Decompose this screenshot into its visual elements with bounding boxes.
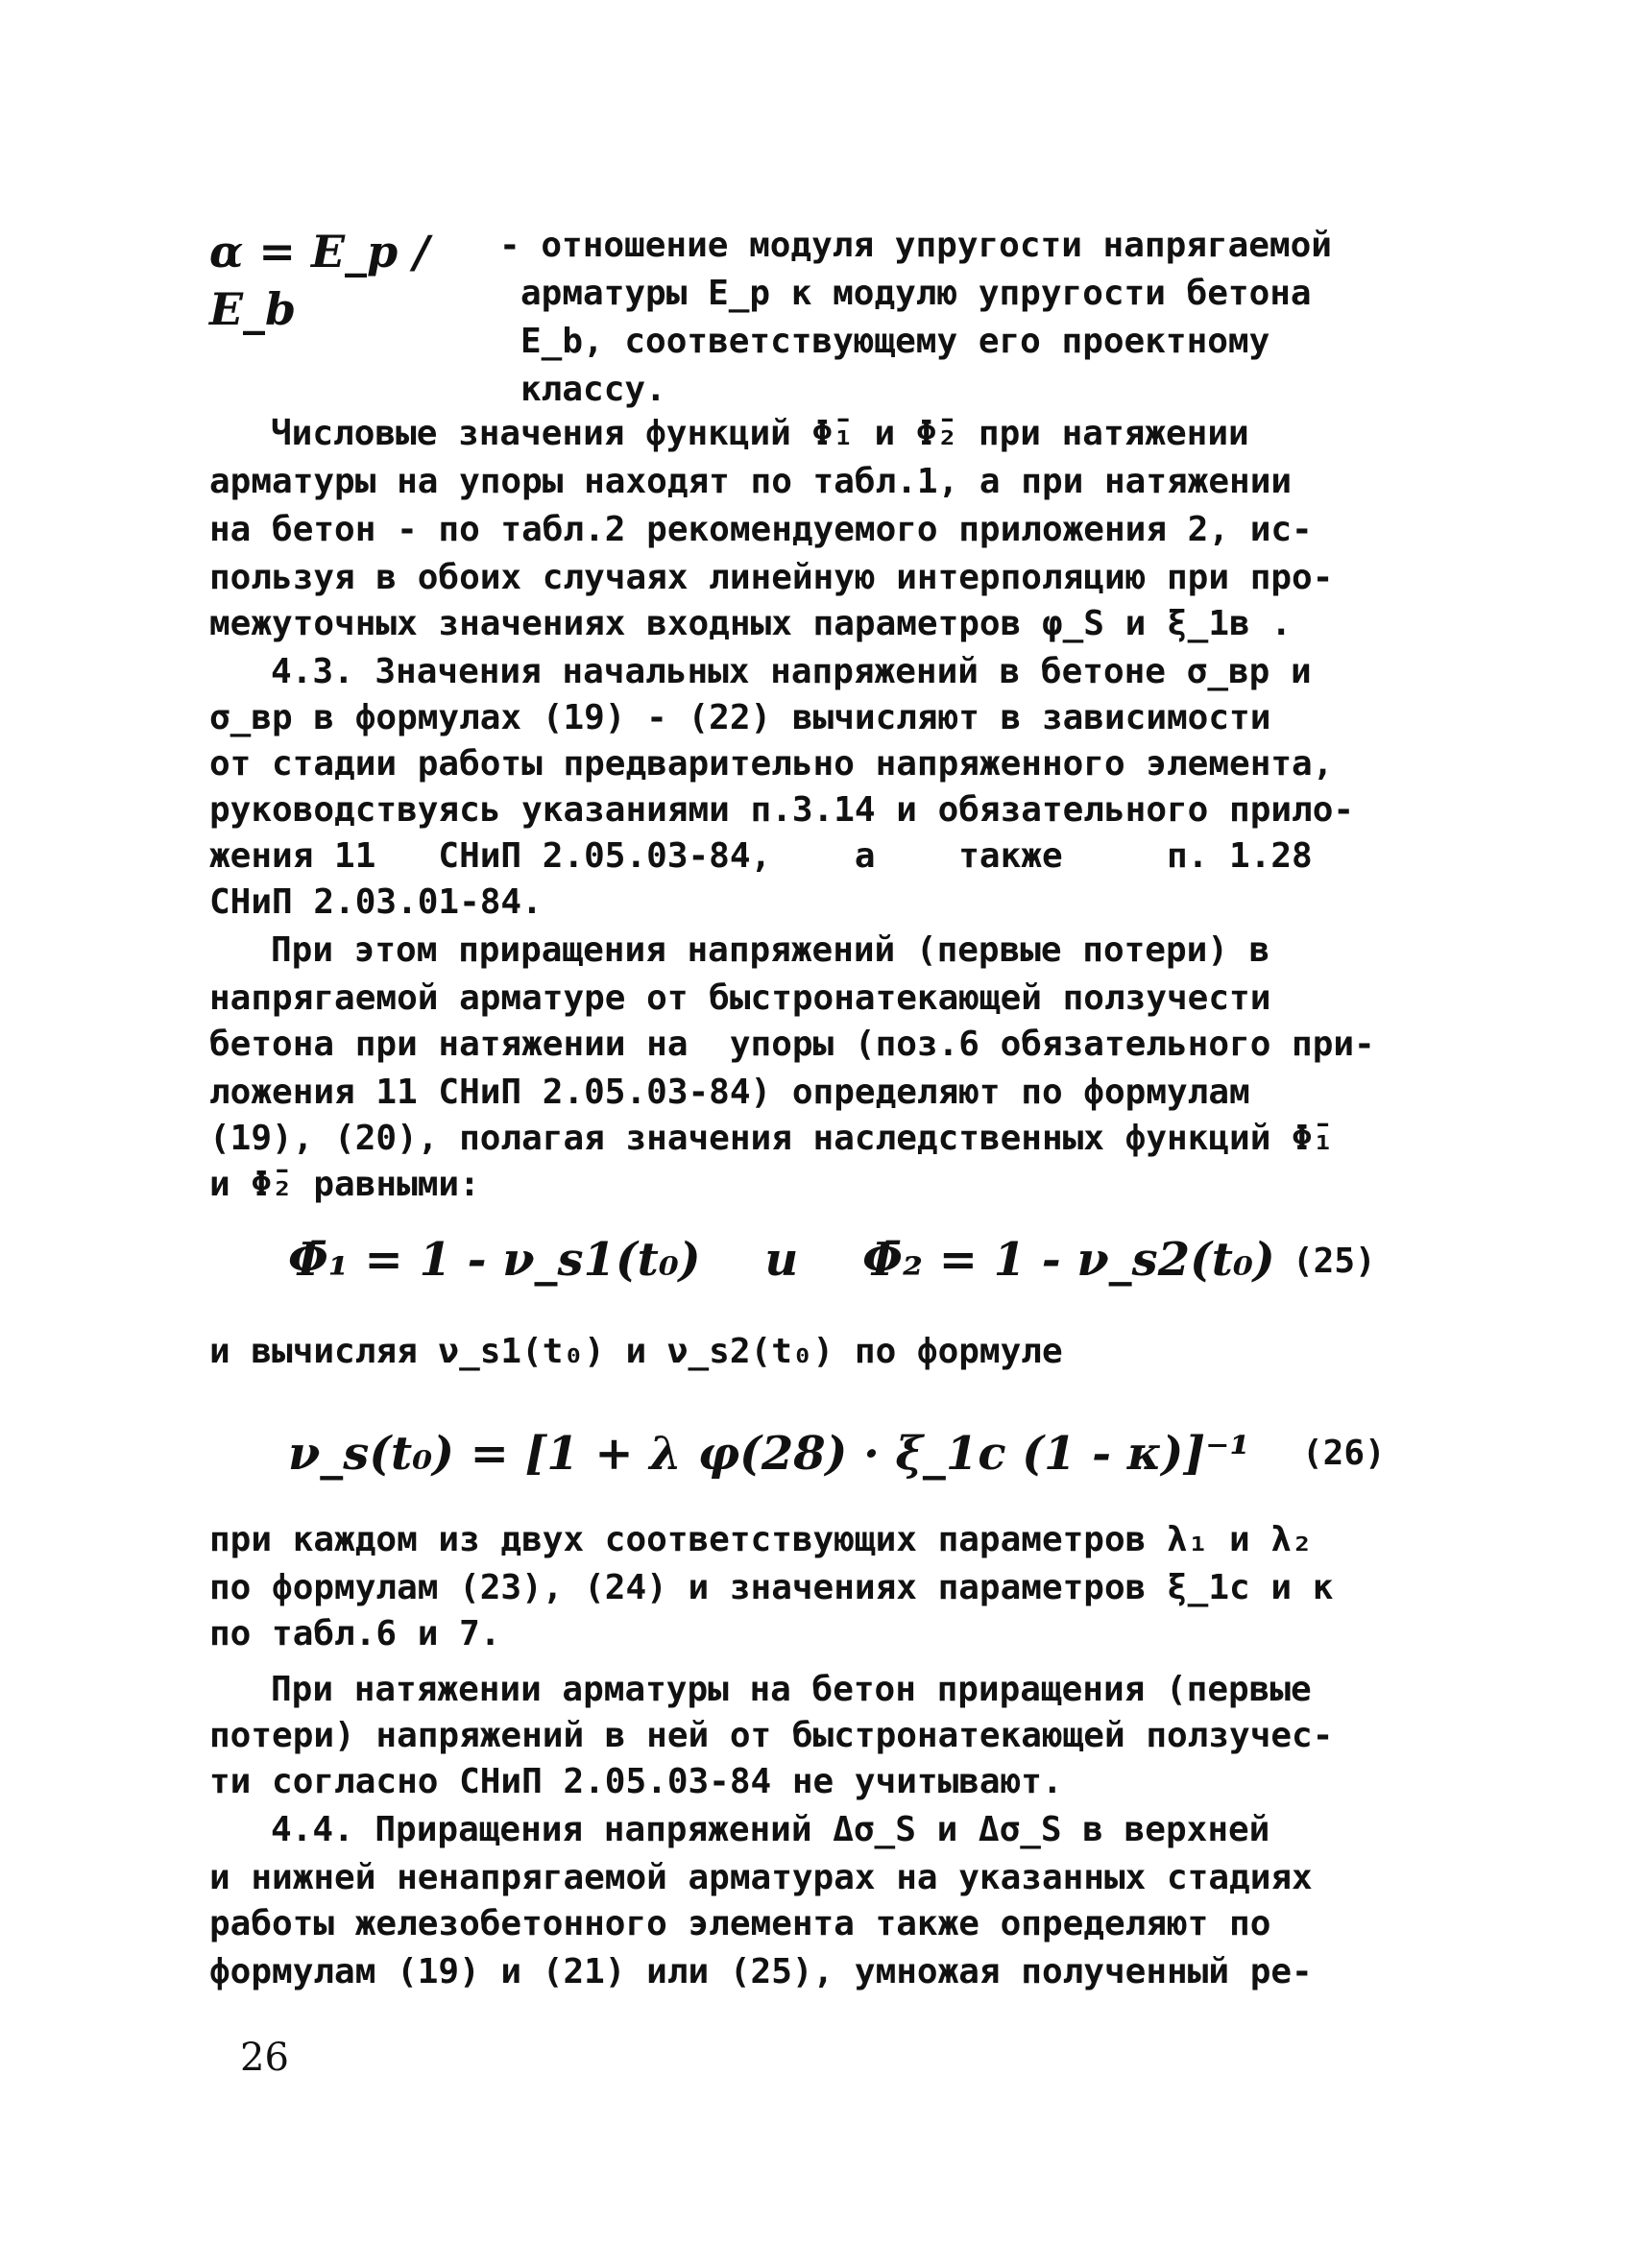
paragraph-line: При этом приращения напряжений (первые потери) в	[271, 930, 1270, 970]
page-number: 26	[240, 2036, 289, 2080]
definition-line: арматуры E_p к модулю упругости бетона	[520, 274, 1312, 313]
paragraph-line: жения 11 СНиП 2.05.03-84, а также п. 1.28	[209, 836, 1313, 876]
paragraph-line: формулам (19) и (21) или (25), умножая полученный ре-	[209, 1952, 1313, 1991]
paragraph-line: арматуры на упоры находят по табл.1, а при натяжении	[209, 462, 1293, 501]
paragraph-line: и Φ̄₂ равными:	[209, 1165, 480, 1204]
paragraph-line: σ_вр в формулах (19) - (22) вычисляют в зависимости	[209, 698, 1271, 737]
paragraph-line: от стадии работы предварительно напряженного элемента,	[209, 744, 1334, 784]
paragraph-line: бетона при натяжении на упоры (поз.6 обязательного при-	[209, 1025, 1375, 1064]
paragraph-line: При натяжении арматуры на бетон приращения (первые	[271, 1670, 1312, 1709]
paragraph-line: пользуя в обоих случаях линейную интерполяцию при про-	[209, 558, 1334, 597]
paragraph-line: на бетон - по табл.2 рекомендуемого приложения 2, ис-	[209, 510, 1313, 549]
paragraph-line: Числовые значения функций Φ̄₁ и Φ̄₂ при натяжении	[271, 414, 1249, 453]
paragraph-line: межуточных значениях входных параметров φ_S и ξ_1в .	[209, 604, 1293, 643]
paragraph-line: руководствуясь указаниями п.3.14 и обязательного прило-	[209, 790, 1355, 830]
definition-line: классу.	[520, 370, 666, 409]
definition-line: E_b, соответствующему его проектному	[520, 322, 1270, 361]
equation-number: (26)	[1302, 1434, 1386, 1473]
equation-number: (25)	[1293, 1242, 1376, 1281]
definition-term: α = E_p / E_b	[209, 226, 430, 335]
paragraph-line: СНиП 2.03.01-84.	[209, 882, 543, 922]
paragraph-line: напрягаемой арматуре от быстронатекающей ползучести	[209, 978, 1271, 1018]
paragraph-line: 4.4. Приращения напряжений Δσ_S и Δσ_S в верхней	[271, 1810, 1270, 1849]
formula-26: ν_s(t₀) = [1 + λ φ(28) · ξ_1c (1 - κ)]⁻¹	[288, 1427, 1250, 1481]
paragraph-line: по табл.6 и 7.	[209, 1614, 501, 1653]
paragraph-line: и нижней ненапрягаемой арматурах на указанных стадиях	[209, 1858, 1313, 1897]
paragraph-line: по формулам (23), (24) и значениях параметров ξ_1c и κ	[209, 1568, 1334, 1607]
definition-line: - отношение модуля упругости напрягаемой	[499, 226, 1332, 265]
paragraph-line: при каждом из двух соответствующих параметров λ₁ и λ₂	[209, 1520, 1313, 1559]
paragraph-line: ти согласно СНиП 2.05.03-84 не учитывают.	[209, 1762, 1063, 1801]
paragraph-line: 4.3. Значения начальных напряжений в бетоне σ_вр и	[271, 652, 1312, 691]
paragraph-line: работы железобетонного элемента также определяют по	[209, 1904, 1271, 1943]
paragraph-line: потери) напряжений в ней от быстронатекающей ползучес-	[209, 1716, 1334, 1755]
paragraph-line: (19), (20), полагая значения наследственных функций Φ̄₁	[209, 1119, 1334, 1158]
formula-25: Φ̄₁ = 1 - ν_s1(t₀) и Φ̄₂ = 1 - ν_s2(t₀)	[288, 1233, 1275, 1287]
paragraph-line: и вычисляя ν_s1(t₀) и ν_s2(t₀) по формуле	[209, 1332, 1063, 1371]
paragraph-line: ложения 11 СНиП 2.05.03-84) определяют по формулам	[209, 1073, 1250, 1112]
